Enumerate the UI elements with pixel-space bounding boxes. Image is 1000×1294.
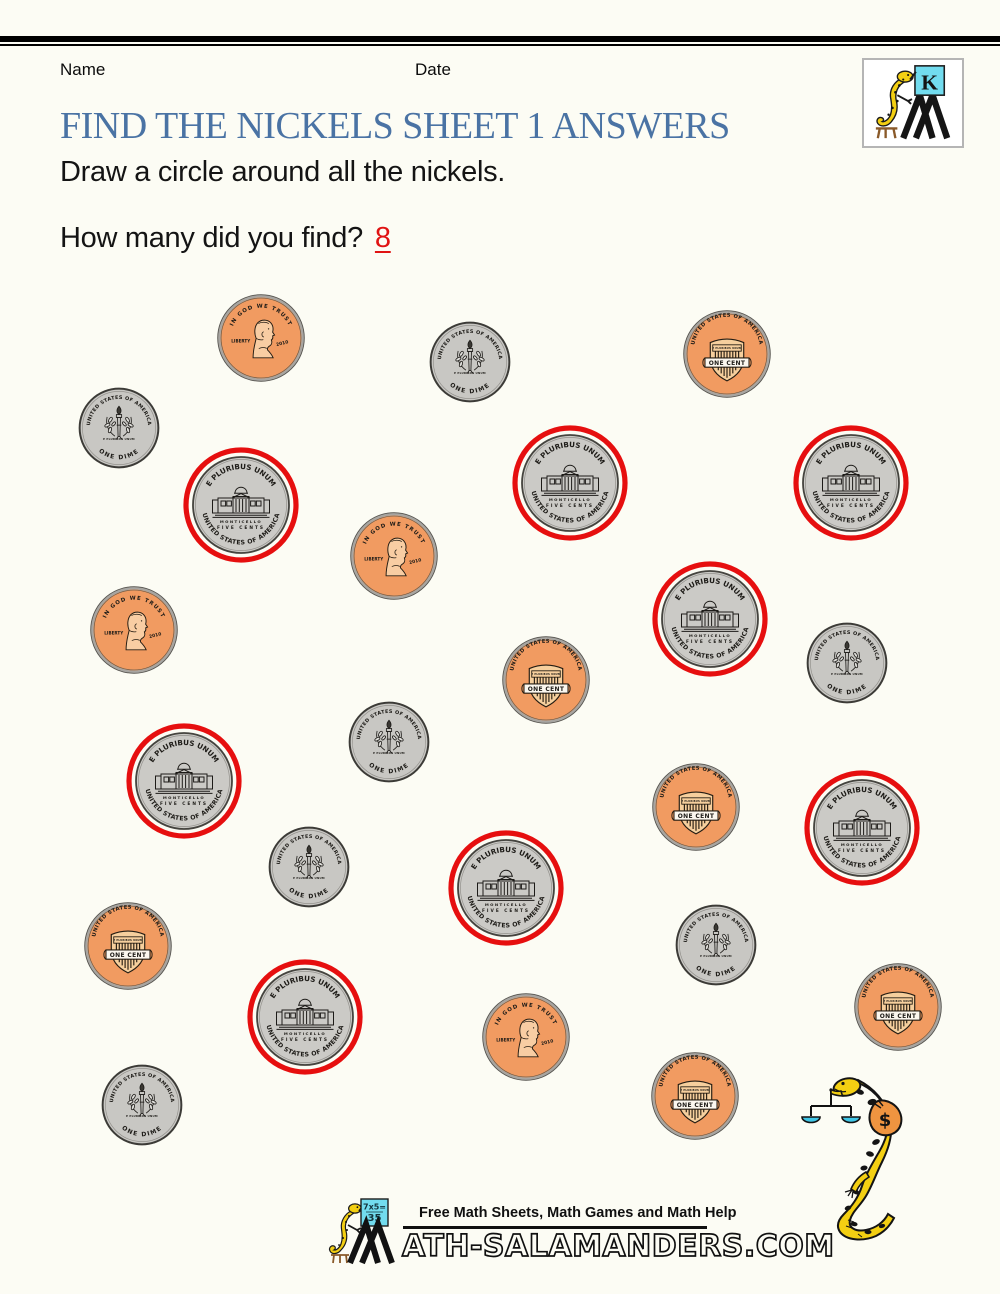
name-label: Name bbox=[60, 60, 106, 79]
coin-nickel-circled bbox=[245, 957, 365, 1077]
coin-nickel-circled bbox=[802, 768, 922, 888]
coin-nickel-circled bbox=[446, 828, 566, 948]
coin-dime bbox=[101, 1064, 183, 1146]
footer-logo bbox=[328, 1197, 410, 1272]
coin-nickel-circled bbox=[124, 721, 244, 841]
page-title: FIND THE NICKELS SHEET 1 ANSWERS bbox=[60, 105, 730, 147]
date-label: Date bbox=[415, 60, 451, 79]
board-equation: 7x5= bbox=[363, 1202, 386, 1212]
coin-penny-tails bbox=[651, 1052, 739, 1140]
coin-penny-tails bbox=[652, 763, 740, 851]
board-result: 35 bbox=[367, 1213, 382, 1224]
coin-nickel-circled bbox=[791, 423, 911, 543]
footer-wordmark: ATH-SALAMANDERS.COM bbox=[402, 1229, 835, 1264]
coin-dime bbox=[268, 826, 350, 908]
coin-penny-tails bbox=[502, 636, 590, 724]
coin-nickel-circled bbox=[181, 445, 301, 565]
answer-value: 8 bbox=[374, 222, 391, 254]
coin-penny-heads bbox=[217, 294, 305, 382]
coin-nickel-circled bbox=[650, 559, 770, 679]
coin-penny-heads bbox=[482, 993, 570, 1081]
footer-salamander-icon bbox=[330, 1204, 364, 1263]
coin-penny-heads bbox=[90, 586, 178, 674]
instruction-text: Draw a circle around all the nickels. bbox=[60, 156, 506, 188]
coin-dime bbox=[806, 622, 888, 704]
coin-penny-tails bbox=[854, 963, 942, 1051]
coin-penny-tails bbox=[84, 902, 172, 990]
board-letter-k: K bbox=[921, 70, 938, 95]
coin-dime bbox=[348, 701, 430, 783]
coin-penny-tails bbox=[683, 310, 771, 398]
coin-penny-heads bbox=[350, 512, 438, 600]
bag-dollar-sign: $ bbox=[878, 1110, 892, 1131]
coin-dime bbox=[675, 904, 757, 986]
footer-tagline: Free Math Sheets, Math Games and Math Help bbox=[419, 1205, 737, 1221]
coin-nickel-circled bbox=[510, 423, 630, 543]
coin-dime bbox=[78, 387, 160, 469]
coin-dime bbox=[429, 321, 511, 403]
question-text: How many did you find? bbox=[60, 222, 363, 254]
